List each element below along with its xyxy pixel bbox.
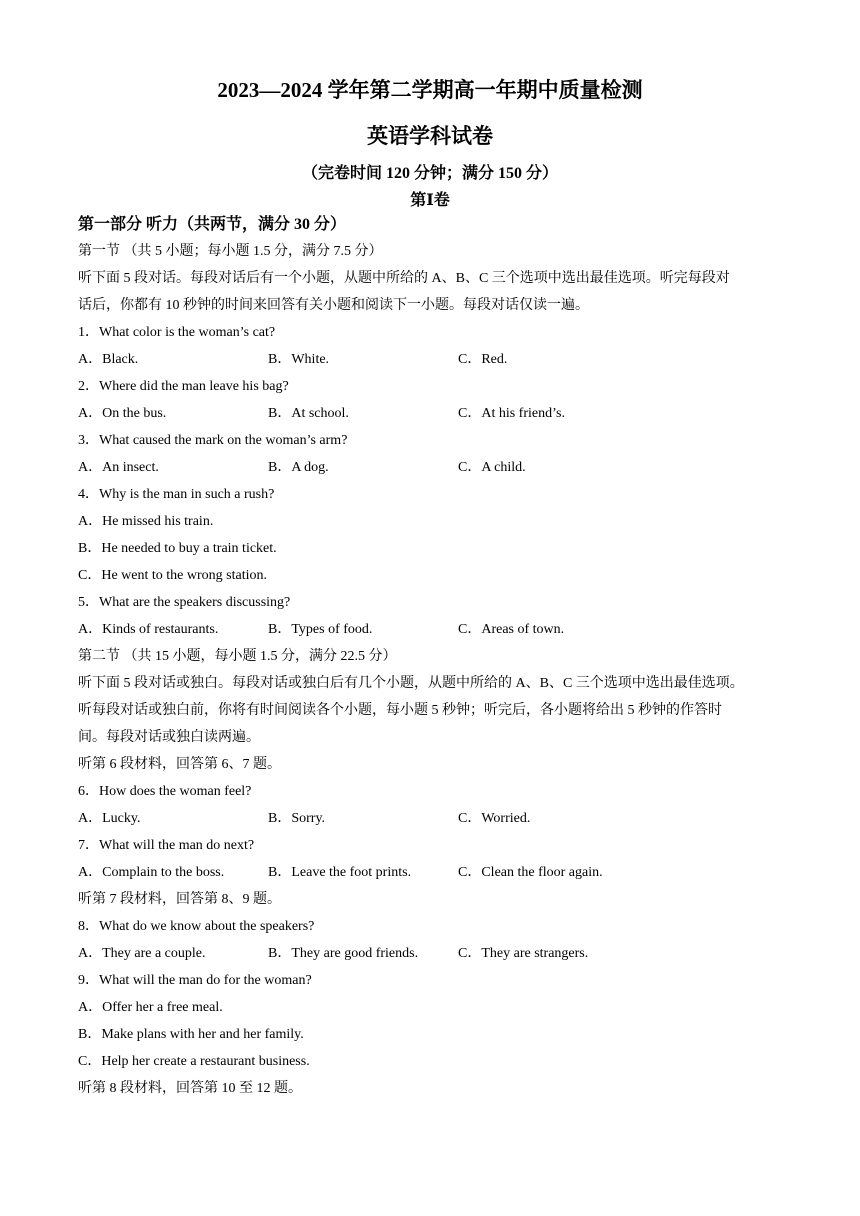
option-c: C．Red.: [458, 352, 508, 367]
option-b: B．Types of food.: [268, 622, 373, 637]
option-a: A．He missed his train.: [78, 514, 214, 529]
option-a: A．On the bus.: [78, 406, 167, 421]
option-c: C．They are strangers.: [458, 946, 589, 961]
exam-content: [78, 211, 794, 1102]
option-b: B．They are good friends.: [268, 946, 419, 961]
question-options: [78, 859, 794, 886]
section1-instruction: 话后，你都有 10 秒钟的时间来回答有关小题和阅读下一小题。每段对话仅读一遍。: [78, 298, 589, 313]
material-heading: 听第 8 段材料，回答第 10 至 12 题。: [78, 1081, 302, 1096]
option-a: A．They are a couple.: [78, 946, 206, 961]
section1-instruction: 听下面 5 段对话。每段对话后有一个小题，从题中所给的 A、B、C 三个选项中选出最佳选项。听完每段对: [78, 271, 730, 286]
option-c: C．At his friend’s.: [458, 406, 565, 421]
question-stem: 4．Why is the man in such a rush?: [78, 487, 275, 502]
question-stem: 9．What will the man do for the woman?: [78, 973, 312, 988]
question-options: [78, 454, 794, 481]
option-b: B．White.: [268, 352, 330, 367]
option-b: B．Sorry.: [268, 811, 326, 826]
option-b: B．Leave the foot prints.: [268, 865, 412, 880]
option-c: C．Help her create a restaurant business.: [78, 1054, 310, 1069]
option-b: B．A dog.: [268, 460, 329, 475]
question-stem: 3．What caused the mark on the woman’s arm?: [78, 433, 348, 448]
question-options: [78, 805, 794, 832]
option-a: A．Kinds of restaurants.: [78, 622, 219, 637]
option-c: C．A child.: [458, 460, 526, 475]
question-options: [78, 400, 794, 427]
option-a: A．Offer her a free meal.: [78, 1000, 223, 1015]
question-options: [78, 346, 794, 373]
material-heading: 听第 6 段材料，回答第 6、7 题。: [78, 757, 281, 772]
option-c: C．He went to the wrong station.: [78, 568, 267, 583]
section2-instruction: 听下面 5 段对话或独白。每段对话或独白后有几个小题，从题中所给的 A、B、C 三个选项中选出最佳选项。: [78, 676, 744, 691]
option-b: B．At school.: [268, 406, 349, 421]
option-c: C．Clean the floor again.: [458, 865, 603, 880]
exam-subject: 英语学科试卷: [367, 124, 493, 148]
question-stem: 1．What color is the woman’s cat?: [78, 325, 276, 340]
option-b: B．He needed to buy a train ticket.: [78, 541, 277, 556]
option-a: A．Lucky.: [78, 811, 141, 826]
question-stem: 5．What are the speakers discussing?: [78, 595, 291, 610]
section2-instruction: 间。每段对话或独白读两遍。: [78, 730, 260, 745]
exam-title: 2023—2024 学年第二学期高一年期中质量检测: [217, 78, 643, 102]
section2-heading: 第二节 （共 15 小题，每小题 1.5 分，满分 22.5 分）: [78, 649, 397, 664]
question-options: [78, 940, 794, 967]
option-c: C．Areas of town.: [458, 622, 565, 637]
option-b: B．Make plans with her and her family.: [78, 1027, 304, 1042]
exam-info: （完卷时间 120 分钟；满分 150 分）: [301, 165, 558, 182]
question-options: [78, 616, 794, 643]
option-a: A．An insect.: [78, 460, 159, 475]
question-stem: 8．What do we know about the speakers?: [78, 919, 315, 934]
question-stem: 2．Where did the man leave his bag?: [78, 379, 289, 394]
option-a: A．Black.: [78, 352, 139, 367]
question-stem: 6．How does the woman feel?: [78, 784, 252, 799]
question-stem: 7．What will the man do next?: [78, 838, 255, 853]
exam-volume: 第Ⅰ卷: [410, 192, 450, 209]
material-heading: 听第 7 段材料，回答第 8、9 题。: [78, 892, 281, 907]
section2-instruction: 听每段对话或独白前，你将有时间阅读各个小题，每小题 5 秒钟；听完后，各小题将给出 5 秒钟的作答时: [78, 703, 722, 718]
option-c: C．Worried.: [458, 811, 531, 826]
option-a: A．Complain to the boss.: [78, 865, 225, 880]
part1-heading: 第一部分 听力（共两节，满分 30 分）: [78, 216, 347, 233]
section1-heading: 第一节 （共 5 小题；每小题 1.5 分，满分 7.5 分）: [78, 244, 383, 259]
